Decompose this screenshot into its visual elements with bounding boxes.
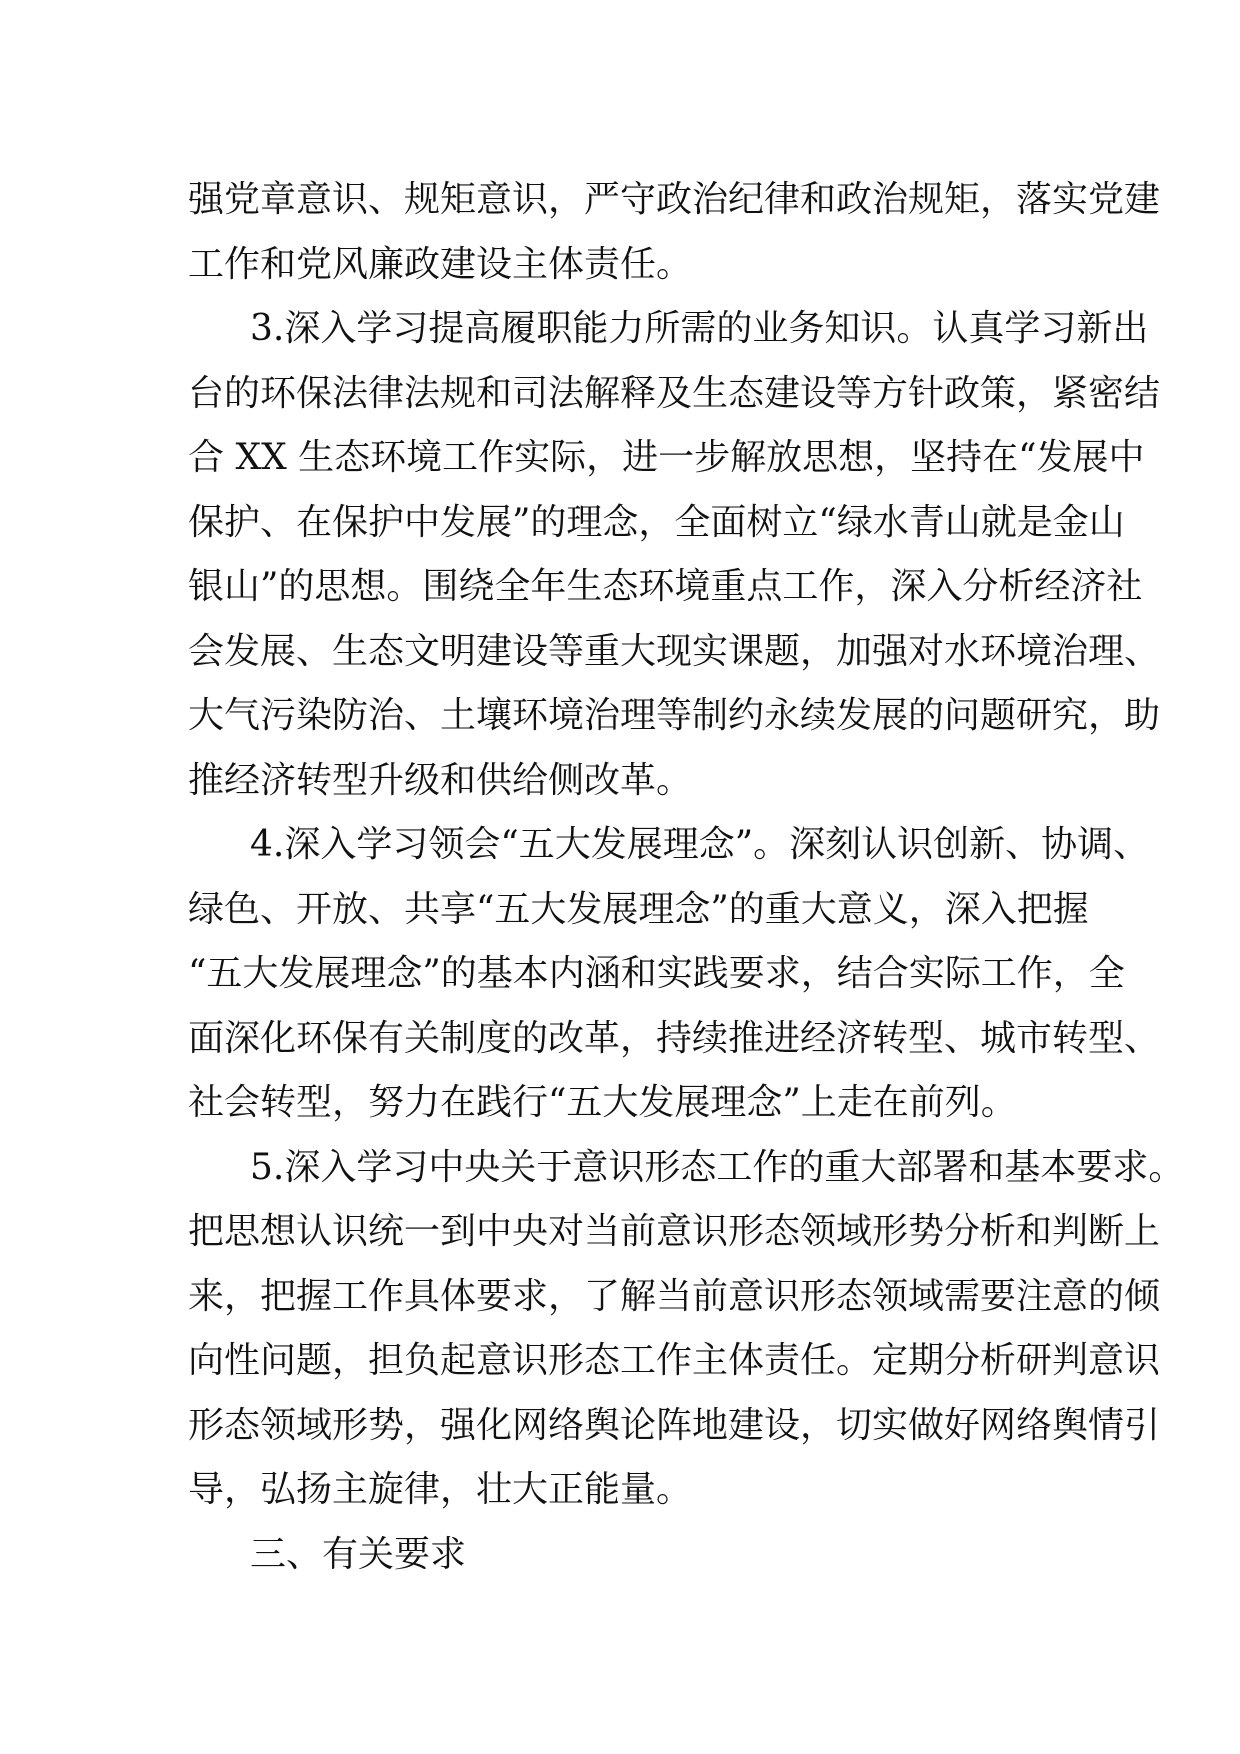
text-line: “五大发展理念”的基本内涵和实践要求，结合实际工作，全 [188, 953, 1125, 994]
paragraph-item-4 [188, 813, 1161, 1136]
paragraph-party-discipline [188, 168, 1161, 297]
text-line: 绿色、开放、共享“五大发展理念”的重大意义，深入把握 [188, 888, 1089, 930]
text-line: 5.深入学习中央关于意识形态工作的重大部署和基本要求。 [250, 1146, 1185, 1188]
text-line: 推经济转型升级和供给侧改革。 [188, 759, 693, 801]
text-line: 3.深入学习提高履职能力所需的业务知识。认真学习新出 [250, 308, 1149, 349]
text-line: 把思想认识统一到中央对当前意识形态领域形势分析和判断上 [188, 1211, 1161, 1252]
text-line: 银山”的思想。围绕全年生态环境重点工作，深入分析经济社 [188, 566, 1143, 607]
section-heading: 三、有关要求 [250, 1533, 467, 1575]
text-line: 台的环保法律法规和司法解释及生态建设等方针政策，紧密结 [188, 372, 1161, 414]
text-line: 保护、在保护中发展”的理念，全面树立“绿水青山就是金山 [188, 501, 1125, 543]
paragraph-item-3 [188, 297, 1161, 813]
text-line: 会发展、生态文明建设等重大现实课题，加强对水环境治理、 [188, 630, 1161, 672]
paragraph-item-5 [188, 1136, 1185, 1523]
section-heading-requirements [188, 1523, 1068, 1588]
text-line: 4.深入学习领会“五大发展理念”。深刻认识创新、协调、 [250, 824, 1150, 865]
text-line: 导，弘扬主旋律，壮大正能量。 [188, 1469, 693, 1510]
text-line: 合 XX 生态环境工作实际，进一步解放思想，坚持在“发展中 [188, 437, 1145, 478]
text-line: 向性问题，担负起意识形态工作主体责任。定期分析研判意识 [188, 1340, 1161, 1381]
text-line: 社会转型，努力在践行“五大发展理念”上走在前列。 [188, 1082, 1017, 1123]
text-line: 大气污染防治、土壤环境治理等制约永续发展的问题研究，助 [188, 695, 1161, 736]
text-line: 面深化环保有关制度的改革，持续推进经济转型、城市转型、 [188, 1017, 1161, 1059]
text-line: 工作和党风廉政建设主体责任。 [188, 243, 693, 285]
text-line: 形态领域形势，强化网络舆论阵地建设，切实做好网络舆情引 [188, 1404, 1161, 1446]
document-body [188, 168, 1185, 1587]
text-line: 强党章意识、规矩意识，严守政治纪律和政治规矩，落实党建 [188, 179, 1161, 220]
text-line: 来，把握工作具体要求，了解当前意识形态领域需要注意的倾 [188, 1275, 1161, 1317]
